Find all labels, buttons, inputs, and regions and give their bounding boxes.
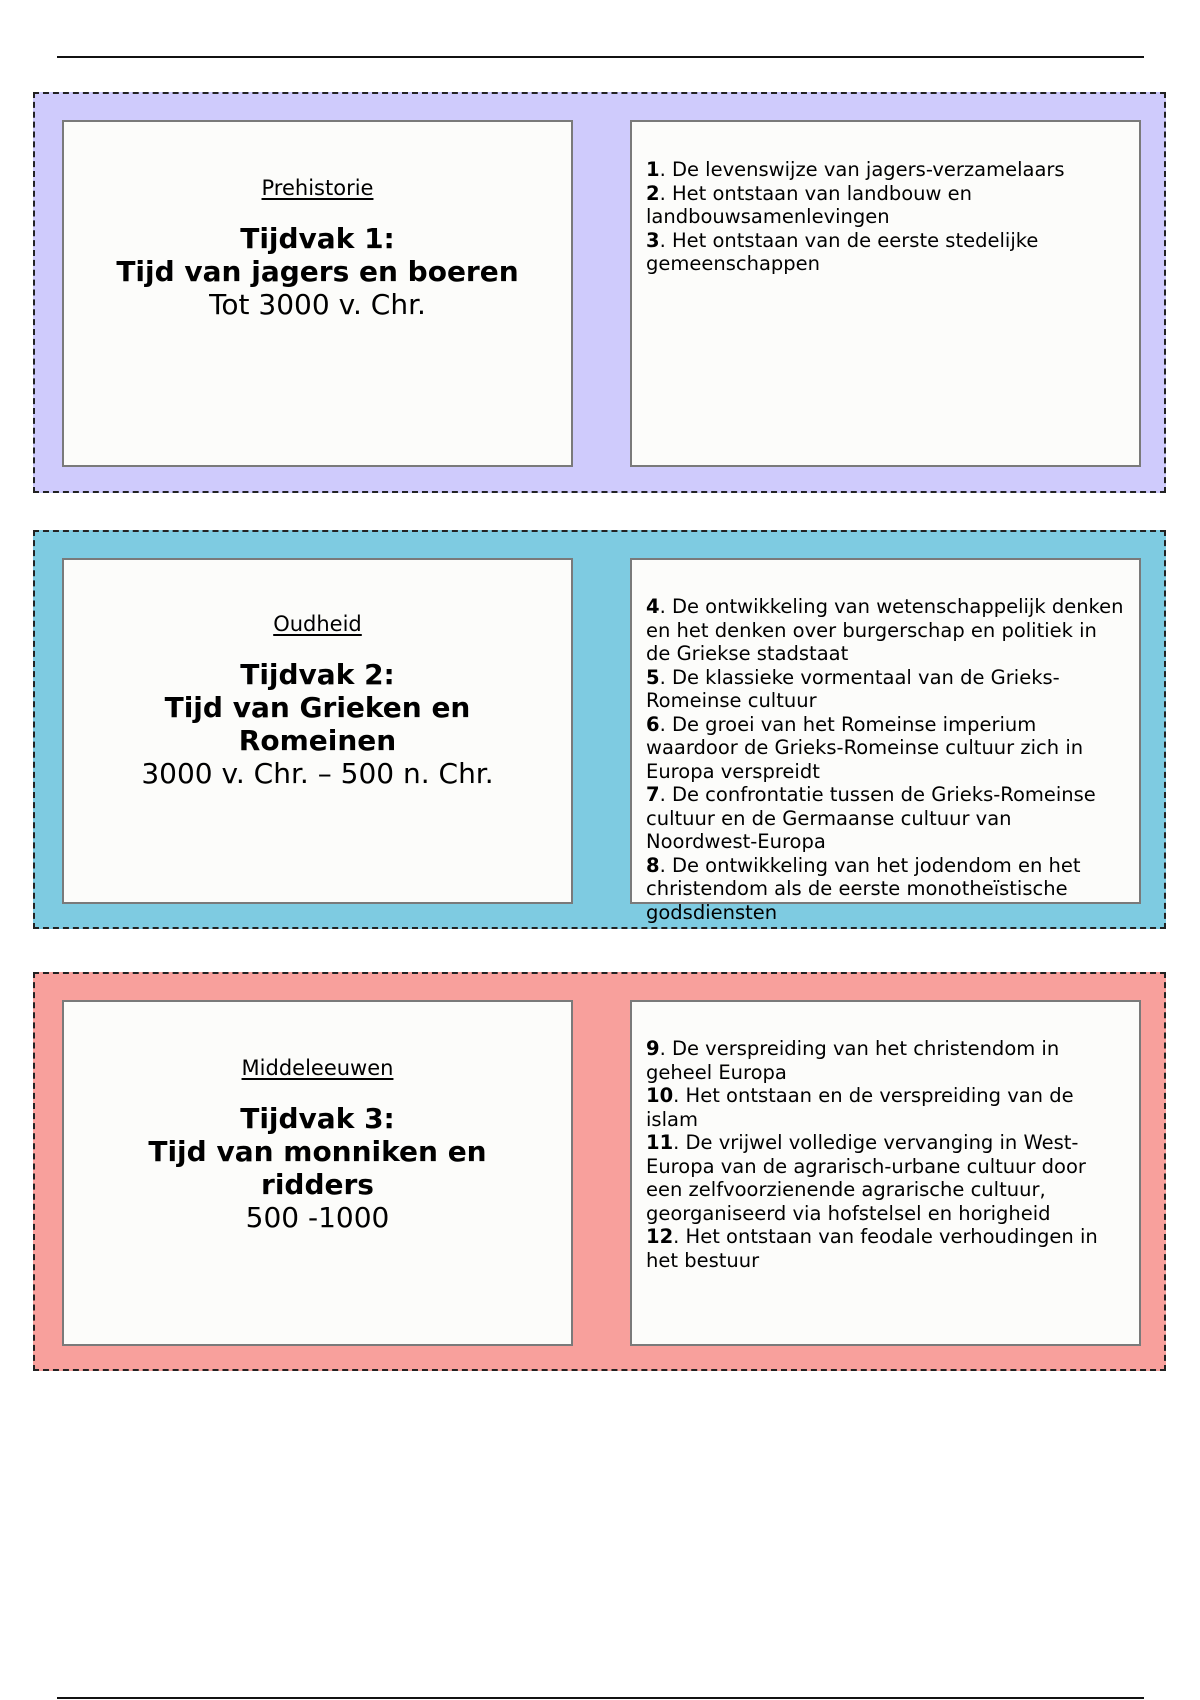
period-number: Tijdvak 1: (240, 222, 395, 255)
era-label: Middeleeuwen (241, 1056, 394, 1080)
topic-item: 5. De klassieke vormentaal van de Grieks-Romeinse cultuur (646, 665, 1060, 712)
topic-item: 7. De confrontatie tussen de Grieks-Romeinse cultuur en de Germaanse cultuur van Noordwest-Europa (646, 783, 1096, 853)
period-topics-card-1 (630, 120, 1141, 467)
topic-item: 4. De ontwikkeling van wetenschappelijk denken en het denken over burgerschap en politiek in de Griekse stadstaat (646, 595, 1124, 665)
period-title-card-1 (62, 120, 573, 467)
era-label: Oudheid (273, 612, 362, 636)
topic-item: 12. Het ontstaan van feodale verhoudingen in het bestuur (646, 1225, 1098, 1272)
period-dates: Tot 3000 v. Chr. (209, 288, 426, 321)
topic-list (646, 1037, 1125, 1272)
period-heading (64, 658, 571, 757)
period-band-1 (33, 92, 1166, 493)
period-name: Tijd van jagers en boeren (116, 255, 519, 288)
period-dates: 3000 v. Chr. – 500 n. Chr. (141, 757, 494, 790)
topic-list (646, 158, 1125, 276)
topic-item: 11. De vrijwel volledige vervanging in West-Europa van de agrarisch-urbane cultuur door een zelfvoorzienende agrarische cultuur, georganiseerd via hofstelsel en horigheid (646, 1131, 1086, 1225)
topic-item: 1. De levenswijze van jagers-verzamelaars (646, 158, 1065, 181)
period-title-card-3 (62, 1000, 573, 1346)
topic-item: 10. Het ontstaan en de verspreiding van de islam (646, 1084, 1074, 1131)
period-dates: 500 -1000 (245, 1201, 390, 1234)
period-name: Tijd van monniken en ridders (148, 1135, 487, 1201)
bottom-rule (57, 1697, 1144, 1699)
topic-item: 8. De ontwikkeling van het jodendom en het christendom als de eerste monotheïstische godsdiensten (646, 853, 1081, 924)
period-topics-card-2 (630, 558, 1141, 924)
topic-list (646, 595, 1125, 924)
period-name: Tijd van Grieken en Romeinen (164, 691, 471, 757)
period-topics-card-3 (630, 1000, 1141, 1346)
period-number: Tijdvak 2: (240, 658, 395, 691)
topic-item: 6. De groei van het Romeinse imperium waardoor de Grieks-Romeinse cultuur zich in Europa verspreidt (646, 712, 1084, 783)
period-number: Tijdvak 3: (240, 1102, 395, 1135)
period-band-2 (33, 530, 1166, 929)
period-heading (64, 222, 571, 288)
period-title-card-2 (62, 558, 573, 904)
top-rule (57, 56, 1144, 58)
topic-item: 2. Het ontstaan van landbouw en landbouwsamenlevingen (646, 181, 972, 228)
era-label: Prehistorie (261, 176, 374, 200)
period-heading (64, 1102, 571, 1201)
period-band-3 (33, 972, 1166, 1371)
topic-item: 3. Het ontstaan van de eerste stedelijke gemeenschappen (646, 228, 1039, 275)
topic-item: 9. De verspreiding van het christendom in geheel Europa (646, 1037, 1060, 1084)
